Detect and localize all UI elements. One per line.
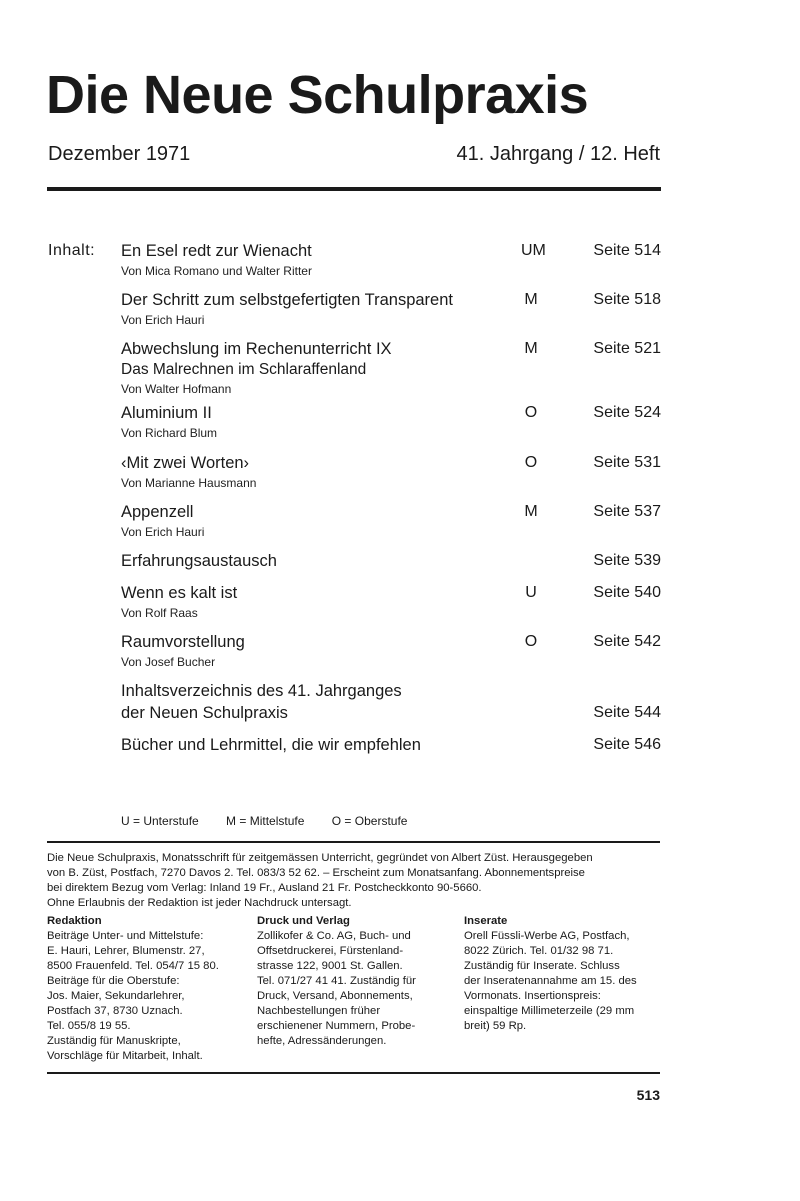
toc-level: O [524,454,538,471]
redaktion-line: Vorschläge für Mitarbeit, Inhalt. [47,1050,203,1062]
toc-page: Seite 518 [593,291,661,308]
druck-line: erschienener Nummern, Probe- [257,1020,416,1032]
toc-subtitle: Das Malrechnen im Schlaraffenland [121,361,367,378]
toc-entry [121,501,661,541]
toc-entry [121,289,661,329]
inserate-line: Zuständig für Inserate. Schluss [464,960,620,972]
druck-line: Tel. 071/27 41 41. Zuständig für [257,975,416,987]
toc-title: Abwechslung im Rechenunterricht IX [121,340,392,358]
inserate-line: 8022 Zürich. Tel. 01/32 98 71. [464,945,614,957]
inserate-line: der Inseratenannahme am 15. des [464,975,637,987]
redaktion-line: Postfach 37, 8730 Uznach. [47,1005,183,1017]
impressum-rule-top [47,841,660,843]
redaktion-line: Zuständig für Manuskripte, [47,1035,181,1047]
toc-entry [121,550,661,572]
impressum-line: von B. Züst, Postfach, 7270 Davos 2. Tel. 083/3 52 62. – Erscheint zum Monatsanfang. Abonnementspreise [47,867,585,879]
impressum [47,851,667,911]
impressum-rule-bottom [47,1072,660,1074]
inserate-column [464,914,637,1034]
toc-entry [121,338,661,398]
redaktion-line: Beiträge Unter- und Mittelstufe: [47,930,204,942]
toc-level: O [524,633,538,650]
toc-entry [121,402,661,442]
druck-line: hefte, Adressänderungen. [257,1035,387,1047]
druck-line: Nachbestellungen früher [257,1005,381,1017]
redaktion-line: Tel. 055/8 19 55. [47,1020,131,1032]
toc-entry [121,680,661,724]
toc-entry [121,734,661,756]
toc-title: Raumvorstellung [121,633,245,651]
toc-page: Seite 531 [593,454,661,471]
impressum-line: bei direktem Bezug vom Verlag: Inland 19 Fr., Ausland 21 Fr. Postcheckkonto 90-5660. [47,882,482,894]
inserate-heading: Inserate [464,915,508,927]
druck-line: Druck, Versand, Abonnements, [257,990,413,1002]
toc-title: Der Schritt zum selbstgefertigten Transparent [121,291,453,309]
legend-mittelstufe: M = Mittelstufe [226,814,305,828]
toc-entry [121,240,661,280]
druck-line: Zollikofer & Co. AG, Buch- und [257,930,411,942]
toc-page: Seite 514 [593,242,661,259]
redaktion-column [47,914,219,1064]
toc-author: Von Mica Romano und Walter Ritter [121,264,312,278]
toc-author: Von Rolf Raas [121,606,198,620]
toc-page: Seite 544 [593,704,661,721]
inserate-line: Orell Füssli-Werbe AG, Postfach, [464,930,630,942]
level-legend [121,814,431,828]
toc-title: Bücher und Lehrmittel, die wir empfehlen [121,736,421,754]
toc-title: Aluminium II [121,404,212,422]
redaktion-line: Beiträge für die Oberstufe: [47,975,180,987]
toc-title: Erfahrungsaustausch [121,552,277,570]
toc-level: M [524,503,538,520]
issue-volume: 41. Jahrgang / 12. Heft [456,143,660,165]
toc-page: Seite 537 [593,503,661,520]
toc-author: Von Erich Hauri [121,525,205,539]
toc-entry [121,582,661,622]
toc-title: En Esel redt zur Wienacht [121,242,312,260]
inserate-line: einspaltige Millimeterzeile (29 mm [464,1005,635,1017]
toc-page: Seite 524 [593,404,661,421]
inserate-line: Vormonats. Insertionspreis: [464,990,601,1002]
toc-level: UM [521,242,546,259]
toc-author: Von Josef Bucher [121,655,216,669]
toc-page: Seite 521 [593,340,661,357]
toc-level: U [525,584,537,601]
toc-page: Seite 542 [593,633,661,650]
toc-page: Seite 539 [593,552,661,569]
issue-date: Dezember 1971 [48,143,191,165]
inserate-line: breit) 59 Rp. [464,1020,527,1032]
impressum-line: Die Neue Schulpraxis, Monatsschrift für zeitgemässen Unterricht, gegründet von Albert Züst. Herausgegeben [47,852,593,864]
impressum-line: Ohne Erlaubnis der Redaktion ist jeder Nachdruck untersagt. [47,897,352,909]
druck-line: Offsetdruckerei, Fürstenland- [257,945,404,957]
redaktion-line: 8500 Frauenfeld. Tel. 054/7 15 80. [47,960,219,972]
toc-author: Von Walter Hofmann [121,382,232,396]
page-number: 513 [636,1087,660,1103]
druck-column [257,914,416,1049]
redaktion-line: Jos. Maier, Sekundarlehrer, [47,990,185,1002]
toc-title: ‹Mit zwei Worten› [121,454,250,472]
toc-author: Von Marianne Hausmann [121,476,257,490]
toc-title-continued: der Neuen Schulpraxis [121,704,288,722]
legend-oberstufe: O = Oberstufe [331,814,408,828]
toc-entry [121,631,661,671]
toc-title: Appenzell [121,503,194,521]
toc-title: Wenn es kalt ist [121,584,238,602]
toc-level: M [524,340,538,357]
toc-level: O [524,404,538,421]
redaktion-line: E. Hauri, Lehrer, Blumenstr. 27, [47,945,205,957]
redaktion-heading: Redaktion [47,915,102,927]
magazine-title: Die Neue Schulpraxis [46,65,589,125]
toc-entry [121,452,661,492]
toc-author: Von Erich Hauri [121,313,205,327]
toc-author: Von Richard Blum [121,426,218,440]
toc-title: Inhaltsverzeichnis des 41. Jahrganges [121,682,402,700]
header-rule [47,187,661,191]
toc-level: M [524,291,538,308]
toc-page: Seite 540 [593,584,661,601]
druck-line: strasse 122, 9001 St. Gallen. [257,960,403,972]
contents-label: Inhalt: [48,242,96,259]
druck-heading: Druck und Verlag [257,915,350,927]
legend-unterstufe: U = Unterstufe [121,814,199,828]
toc-page: Seite 546 [593,736,661,753]
